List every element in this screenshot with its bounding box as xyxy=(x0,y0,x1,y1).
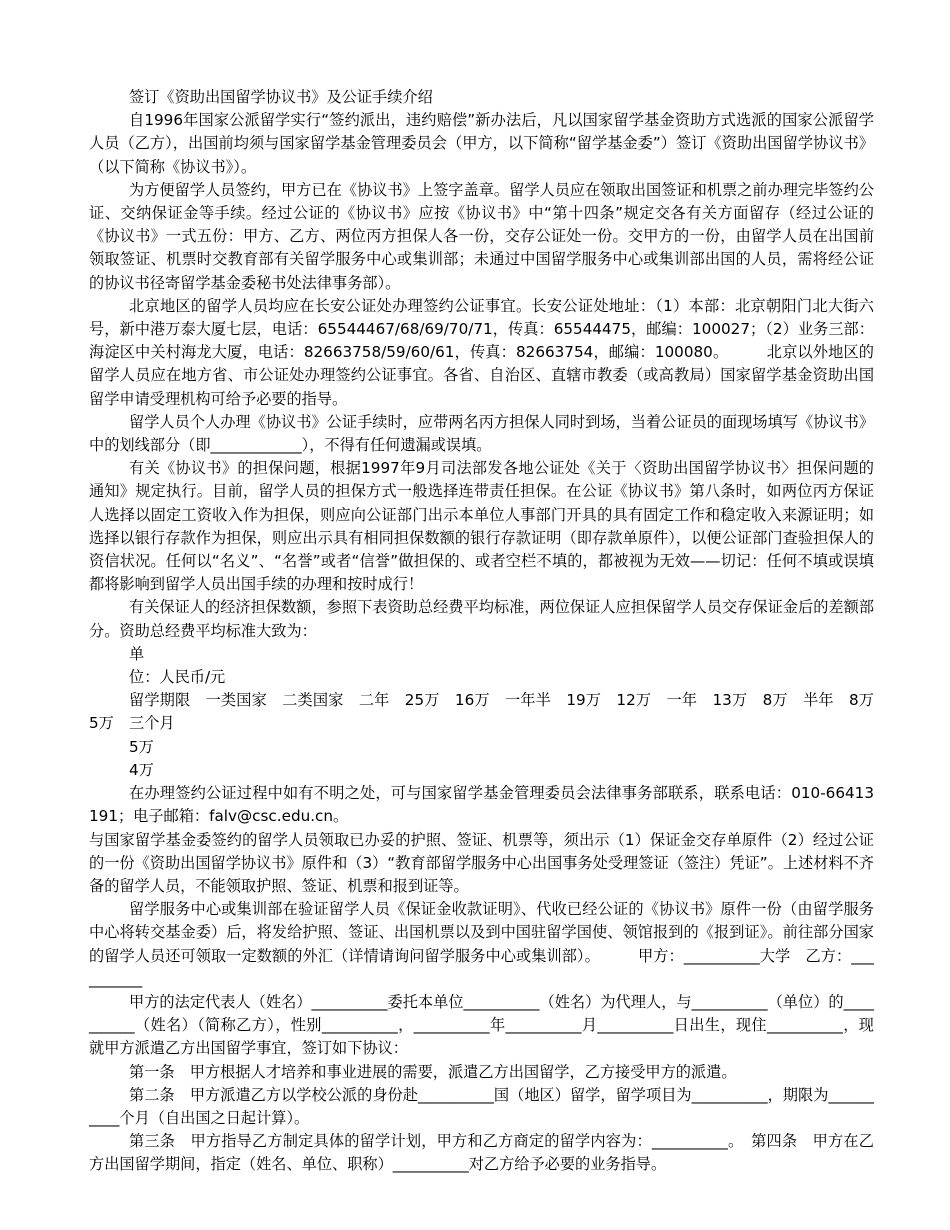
paragraph-notary-office: 北京地区的留学人员均应在长安公证处办理签约公证事宜。长安公证处地址：（1）本部：北京朝阳门北大街六号，新中港万泰大厦七层，电话：65544467/68/69/70/71，传真：65544475，邮编：100027；（2）业务三部：海淀区中关村海龙大厦，电话：82663758/59/60/61，传真：82663754，邮编：100080。 北京以外地区的留学人员应在地方省、市公证处办理签约公证事宜。各省、自治区、直辖市教委（或高教局）国家留学基金资助出国留学申请受理机构可给予必要的指导。 xyxy=(89,296,874,408)
document-title: 签订《资助出国留学协议书》及公证手续介绍 xyxy=(129,88,433,106)
document-page xyxy=(89,86,890,1177)
funding-standard-table: 留学期限 一类国家 二类国家 二年 25万 16万 一年半 19万 12万 一年 13万 8万 半年 8万 5万 三个月 xyxy=(89,691,890,733)
unit-label-line-1: 单 xyxy=(129,644,145,663)
paragraph-service-center: 留学服务中心或集训部在验证留学人员《保证金收款证明》、代收已经公证的《协议书》原件一份（由留学服务中心将转交基金委）后，将发给护照、签证、出国机票以及到中国驻留学国使、领馆报到的《报到证》。前往部分国家的留学人员还可领取一定数额的外汇（详情请询问留学服务中心或集训部）。 甲方：__________大学 乙方：__________ xyxy=(89,900,874,988)
agreement-article-2: 第二条 甲方派遣乙方以学校公派的身份赴__________国（地区）留学，留学项目为__________，期限为__________个月（自出国之日起计算）。 xyxy=(89,1085,874,1127)
paragraph-background: 自1996年国家公派留学实行“签约派出，违约赔偿”新办法后，凡以国家留学基金资助方式选派的国家公派留学人员（乙方），出国前均须与国家留学基金管理委员会（甲方，以下简称“留学基金委”）签订《资助出国留学协议书》（以下简称《协议书》）。 xyxy=(89,111,874,176)
agreement-article-3-4: 第三条 甲方指导乙方制定具体的留学计划，甲方和乙方商定的留学内容为：__________。 第四条 甲方在乙方出国留学期间，指定（姓名、单位、职称）__________对乙方给予必要的业务指导。 xyxy=(89,1132,874,1174)
funding-standard-extra-1: 5万 xyxy=(129,737,154,756)
agreement-preamble: 甲方的法定代表人（姓名）__________委托本单位__________（姓名）为代理人，与__________（单位）的__________（姓名）（简称乙方），性别__________，__________年__________月__________日出生，现住__________，现就甲方派遣乙方出国留学事宜，签订如下协议： xyxy=(89,992,874,1058)
paragraph-guarantee-amount: 有关保证人的经济担保数额，参照下表资助总经费平均标准，两位保证人应担保留学人员交存保证金后的差额部分。资助总经费平均标准大致为： xyxy=(89,598,874,640)
unit-label-line-2: 位：人民币/元 xyxy=(129,668,226,687)
funding-standard-extra-2: 4万 xyxy=(129,760,154,779)
agreement-article-1: 第一条 甲方根据人才培养和事业进展的需要，派遣乙方出国留学，乙方接受甲方的派遣。 xyxy=(129,1062,737,1081)
paragraph-notary-procedure: 留学人员个人办理《协议书》公证手续时，应带两名丙方担保人同时到场，当着公证员的面现场填写《协议书》中的划线部分（即____________），不得有任何遗漏或误填。 xyxy=(89,412,874,455)
paragraph-contact: 在办理签约公证过程中如有不明之处，可与国家留学基金管理委员会法律事务部联系，联系电话：010-66413191；电子邮箱：falv@csc.edu.cn。 xyxy=(89,784,874,826)
paragraph-signing: 为方便留学人员签约，甲方已在《协议书》上签字盖章。留学人员应在领取出国签证和机票之前办理完毕签约公证、交纳保证金等手续。经过公证的《协议书》应按《协议书》中“第十四条”规定交各有关方面留存（经过公证的《协议书》一式五份：甲方、乙方、两位丙方担保人各一份，交存公证处一份。交甲方的一份，由留学人员在出国前领取签证、机票时交教育部有关留学服务中心或集训部；未通过中国留学服务中心或集训部出国的人员，需将经公证的协议书径寄留学基金委秘书处法律事务部）。 xyxy=(89,180,874,292)
paragraph-required-documents: 与国家留学基金委签约的留学人员领取已办妥的护照、签证、机票等，须出示（1）保证金交存单原件（2）经过公证的一份《资助出国留学协议书》原件和（3）“教育部留学服务中心出国事务处受理签证（签注）凭证”。上述材料不齐备的留学人员，不能领取护照、签证、机票和报到证等。 xyxy=(89,830,874,895)
paragraph-guarantee: 有关《协议书》的担保问题，根据1997年9月司法部发各地公证处《关于〈资助出国留学协议书〉担保问题的通知》规定执行。目前，留学人员的担保方式一般选择连带责任担保。在公证《协议书》第八条时，如两位丙方保证人选择以固定工资收入作为担保，则应向公证部门出示本单位人事部门开具的具有固定工作和稳定收入来源证明；如选择以银行存款作为担保，则应出示具有相同担保数额的银行存款证明（即存款单原件），以便公证部门查验担保人的资信状况。任何以“名义”、“名誉”或者“信誉”做担保的、或者空栏不填的，都被视为无效——切记：任何不填或误填都将影响到留学人员出国手续的办理和按时成行！ xyxy=(89,459,874,594)
